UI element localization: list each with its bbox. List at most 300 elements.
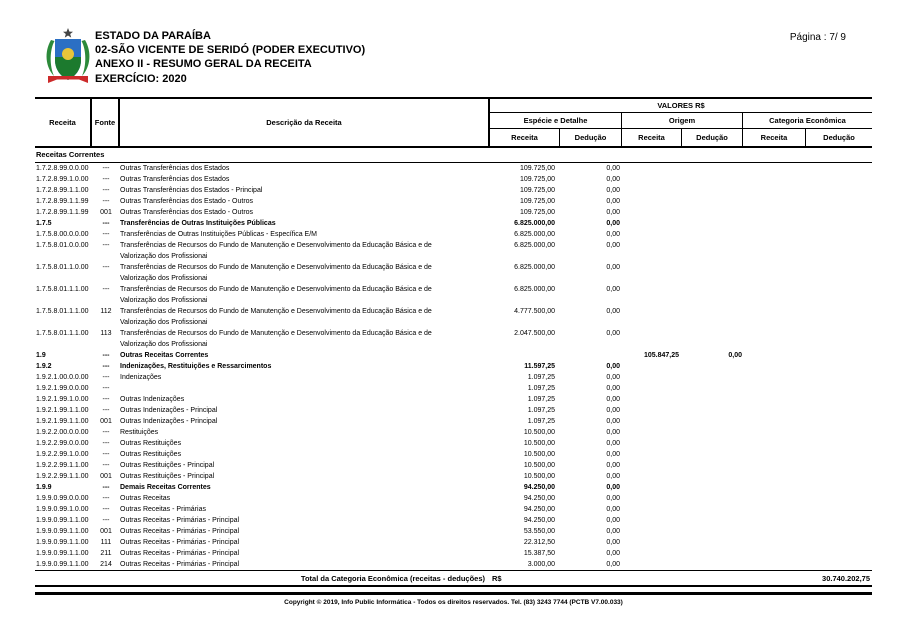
row-description-cell: Transferências de Recursos do Fundo de Manutenção e Desenvolvimento da Educação Básica e de Valorização dos Profissionai bbox=[120, 330, 432, 348]
row-categoria-receita-cell bbox=[743, 438, 806, 449]
row-categoria-deducao-cell bbox=[806, 196, 872, 207]
row-description-cell: Indenizações bbox=[120, 374, 162, 381]
row-origem-deducao-cell: 0,00 bbox=[728, 352, 742, 359]
row-especie-deducao-cell: 0,00 bbox=[606, 440, 620, 447]
row-categoria-deducao-cell bbox=[806, 394, 872, 405]
row-especie-receita-cell: 94.250,00 bbox=[523, 517, 555, 524]
subcol-categoria-receita: Receita bbox=[743, 129, 806, 146]
row-especie-deducao-cell: 0,00 bbox=[606, 363, 620, 370]
row-especie-deducao-cell: 0,00 bbox=[606, 220, 620, 227]
row-code-cell: 1.9.9 bbox=[36, 484, 52, 491]
row-code-cell: 1.7.5.8.00.0.0.00 bbox=[36, 231, 89, 238]
row-description-cell: Outras Transferências dos Estados bbox=[120, 165, 230, 172]
total-currency: R$ bbox=[492, 573, 502, 583]
row-description-cell: Demais Receitas Correntes bbox=[120, 484, 211, 491]
row-especie-receita-cell: 6.825.000,00 bbox=[514, 264, 555, 271]
row-categoria-deducao-cell bbox=[806, 383, 872, 394]
row-categoria-deducao-cell bbox=[806, 493, 872, 504]
row-code-cell: 1.9.2.2.99.1.1.00 bbox=[36, 473, 89, 480]
row-origem-deducao-cell bbox=[682, 240, 743, 262]
table-row bbox=[35, 416, 872, 427]
row-code-cell: 1.9.2.1.99.1.0.00 bbox=[36, 396, 89, 403]
row-origem-receita-cell bbox=[622, 405, 682, 416]
row-categoria-deducao-cell bbox=[806, 218, 872, 229]
row-categoria-deducao-cell bbox=[806, 185, 872, 196]
row-especie-receita-cell: 109.725,00 bbox=[519, 198, 555, 205]
row-especie-receita-cell: 109.725,00 bbox=[519, 165, 555, 172]
row-especie-receita-cell: 1.097,25 bbox=[527, 396, 555, 403]
row-categoria-deducao-cell bbox=[806, 548, 872, 559]
table-row bbox=[35, 174, 872, 185]
col-header-descricao: Descrição da Receita bbox=[120, 99, 490, 146]
row-categoria-receita-cell bbox=[743, 207, 806, 218]
row-fonte-cell: --- bbox=[102, 495, 110, 502]
row-origem-receita-cell bbox=[622, 163, 682, 174]
table-row bbox=[35, 350, 872, 361]
row-categoria-deducao-cell bbox=[806, 328, 872, 350]
group-categoria-economica: Categoria Econômica bbox=[769, 116, 846, 125]
row-categoria-receita-cell bbox=[743, 229, 806, 240]
row-origem-deducao-cell bbox=[682, 218, 743, 229]
row-categoria-deducao-cell bbox=[806, 438, 872, 449]
footer-rule bbox=[35, 592, 872, 595]
row-description-cell: Outras Restituições - Principal bbox=[120, 462, 215, 469]
row-description-cell: Transferências de Recursos do Fundo de Manutenção e Desenvolvimento da Educação Básica e de Valorização dos Profissionai bbox=[120, 264, 432, 282]
row-categoria-receita-cell bbox=[743, 548, 806, 559]
table-row bbox=[35, 185, 872, 196]
row-origem-receita-cell bbox=[622, 515, 682, 526]
valores-rs-label: VALORES R$ bbox=[490, 99, 872, 113]
table-row bbox=[35, 372, 872, 383]
row-origem-deducao-cell bbox=[682, 328, 743, 350]
row-categoria-deducao-cell bbox=[806, 471, 872, 482]
row-code-cell: 1.7.2.8.99.1.1.99 bbox=[36, 198, 89, 205]
row-categoria-receita-cell bbox=[743, 504, 806, 515]
row-description-cell: Transferências de Outras Instituições Públicas bbox=[120, 220, 276, 227]
row-code-cell: 1.9 bbox=[36, 352, 46, 359]
row-especie-receita-cell: 1.097,25 bbox=[527, 374, 555, 381]
org-title-block bbox=[95, 29, 365, 86]
row-categoria-deducao-cell bbox=[806, 229, 872, 240]
row-especie-deducao-cell: 0,00 bbox=[606, 451, 620, 458]
row-fonte-cell: --- bbox=[102, 264, 110, 271]
row-description-cell: Outras Receitas - Primárias bbox=[120, 506, 206, 513]
row-especie-deducao-cell: 0,00 bbox=[606, 242, 620, 249]
row-code-cell: 1.9.2.2.99.1.1.00 bbox=[36, 462, 89, 469]
row-especie-receita-cell: 10.500,00 bbox=[523, 473, 555, 480]
row-categoria-receita-cell bbox=[743, 306, 806, 328]
row-code-cell: 1.7.5.8.01.1.1.00 bbox=[36, 286, 89, 293]
subcol-especie-deducao: Dedução bbox=[560, 129, 622, 146]
group-origem: Origem bbox=[622, 113, 743, 128]
row-origem-deducao-cell bbox=[682, 207, 743, 218]
row-code-cell: 1.9.2.2.99.0.0.00 bbox=[36, 440, 89, 447]
row-fonte-cell: 111 bbox=[100, 539, 112, 546]
row-origem-deducao-cell bbox=[682, 559, 743, 570]
table-row bbox=[35, 559, 872, 570]
row-especie-receita-cell: 109.725,00 bbox=[519, 176, 555, 183]
row-origem-deducao-cell bbox=[682, 284, 743, 306]
row-categoria-receita-cell bbox=[743, 416, 806, 427]
row-description-cell: Outras Restituições bbox=[120, 451, 182, 458]
subcol-origem-deducao: Dedução bbox=[682, 129, 743, 146]
row-categoria-deducao-cell bbox=[806, 284, 872, 306]
table-row bbox=[35, 284, 872, 306]
col-header-fonte: Fonte bbox=[92, 99, 120, 146]
row-fonte-cell: --- bbox=[102, 407, 110, 414]
row-especie-deducao-cell: 0,00 bbox=[606, 264, 620, 271]
row-origem-receita-cell bbox=[622, 493, 682, 504]
row-especie-deducao-cell: 0,00 bbox=[606, 561, 620, 568]
row-categoria-receita-cell bbox=[743, 372, 806, 383]
row-description-cell: Outras Receitas - Primárias - Principal bbox=[120, 528, 240, 535]
org-line-entity: 02-SÃO VICENTE DE SERIDÓ (PODER EXECUTIVO) bbox=[95, 44, 366, 56]
row-categoria-receita-cell bbox=[743, 350, 806, 361]
table-header bbox=[35, 97, 872, 148]
row-description-cell: Transferências de Outras Instituições Públicas - Específica E/M bbox=[120, 231, 317, 238]
row-especie-receita-cell: 1.097,25 bbox=[527, 407, 555, 414]
table-row bbox=[35, 405, 872, 416]
row-especie-deducao-cell: 0,00 bbox=[606, 506, 620, 513]
row-code-cell: 1.7.5.8.01.0.0.00 bbox=[36, 242, 89, 249]
row-especie-deducao-cell: 0,00 bbox=[606, 165, 620, 172]
row-origem-receita-cell bbox=[622, 196, 682, 207]
row-especie-receita-cell: 4.777.500,00 bbox=[514, 308, 555, 315]
row-code-cell: 1.9.2.1.99.0.0.00 bbox=[36, 385, 89, 392]
row-especie-deducao-cell: 0,00 bbox=[606, 187, 620, 194]
row-code-cell: 1.7.2.8.99.0.0.00 bbox=[36, 165, 89, 172]
row-categoria-deducao-cell bbox=[806, 262, 872, 284]
row-description-cell: Outras Receitas - Primárias - Principal bbox=[120, 561, 240, 568]
row-code-cell: 1.9.2 bbox=[36, 363, 52, 370]
row-origem-deducao-cell bbox=[682, 229, 743, 240]
row-fonte-cell: 211 bbox=[100, 550, 112, 557]
row-fonte-cell: 001 bbox=[100, 209, 112, 216]
row-code-cell: 1.9.9.0.99.1.1.00 bbox=[36, 517, 89, 524]
row-description-cell bbox=[120, 383, 490, 394]
row-especie-deducao-cell: 0,00 bbox=[606, 198, 620, 205]
values-subgroup-row bbox=[490, 113, 872, 129]
row-especie-deducao-cell bbox=[560, 350, 622, 361]
row-fonte-cell: 001 bbox=[100, 418, 112, 425]
table-row bbox=[35, 240, 872, 262]
table-row bbox=[35, 427, 872, 438]
row-description-cell: Outras Indenizações - Principal bbox=[120, 407, 218, 414]
row-description-cell: Outras Restituições bbox=[120, 440, 182, 447]
report-title: ANEXO II - RESUMO GERAL DA RECEITA bbox=[95, 58, 312, 70]
table-row bbox=[35, 460, 872, 471]
row-code-cell: 1.7.2.8.99.1.1.00 bbox=[36, 187, 89, 194]
total-value: 30.740.202,75 bbox=[822, 573, 870, 583]
row-categoria-receita-cell bbox=[743, 163, 806, 174]
row-code-cell: 1.9.9.0.99.0.0.00 bbox=[36, 495, 89, 502]
row-origem-deducao-cell bbox=[682, 306, 743, 328]
row-especie-deducao-cell: 0,00 bbox=[606, 374, 620, 381]
row-origem-deducao-cell bbox=[682, 383, 743, 394]
row-categoria-deducao-cell bbox=[806, 537, 872, 548]
row-origem-receita-cell bbox=[622, 460, 682, 471]
row-origem-receita-cell bbox=[622, 559, 682, 570]
row-description-cell: Outras Transferências dos Estados - Principal bbox=[120, 187, 263, 194]
row-categoria-deducao-cell bbox=[806, 427, 872, 438]
subcol-origem-receita: Receita bbox=[622, 129, 682, 146]
row-code-cell: 1.7.5.8.01.1.0.00 bbox=[36, 264, 89, 271]
row-especie-receita-cell: 10.500,00 bbox=[523, 440, 555, 447]
row-fonte-cell: --- bbox=[102, 440, 110, 447]
col-header-receita: Receita bbox=[35, 99, 92, 146]
table-row bbox=[35, 218, 872, 229]
row-origem-deducao-cell bbox=[682, 482, 743, 493]
row-especie-deducao-cell: 0,00 bbox=[606, 429, 620, 436]
row-categoria-receita-cell bbox=[743, 460, 806, 471]
row-description-cell: Outras Transferências dos Estados bbox=[120, 176, 230, 183]
row-especie-receita-cell: 10.500,00 bbox=[523, 462, 555, 469]
row-especie-receita-cell: 2.047.500,00 bbox=[514, 330, 555, 337]
row-fonte-cell: --- bbox=[102, 220, 110, 227]
row-fonte-cell: --- bbox=[102, 198, 110, 205]
row-origem-receita-cell bbox=[622, 240, 682, 262]
table-row bbox=[35, 548, 872, 559]
row-description-cell: Outras Receitas - Primárias - Principal bbox=[120, 539, 240, 546]
row-categoria-deducao-cell bbox=[806, 372, 872, 383]
row-categoria-receita-cell bbox=[743, 537, 806, 548]
table-row bbox=[35, 196, 872, 207]
row-categoria-receita-cell bbox=[743, 471, 806, 482]
row-especie-deducao-cell: 0,00 bbox=[606, 462, 620, 469]
row-especie-deducao-cell: 0,00 bbox=[606, 473, 620, 480]
row-origem-deducao-cell bbox=[682, 515, 743, 526]
row-origem-deducao-cell bbox=[682, 185, 743, 196]
row-fonte-cell: --- bbox=[102, 462, 110, 469]
row-origem-deducao-cell bbox=[682, 394, 743, 405]
row-especie-receita-cell: 3.000,00 bbox=[527, 561, 555, 568]
row-description-cell: Indenizações, Restituições e Ressarcimentos bbox=[120, 363, 272, 370]
row-origem-receita-cell bbox=[622, 383, 682, 394]
table-row bbox=[35, 537, 872, 548]
row-categoria-deducao-cell bbox=[806, 350, 872, 361]
row-description-cell: Transferências de Recursos do Fundo de Manutenção e Desenvolvimento da Educação Básica e de Valorização dos Profissionai bbox=[120, 242, 432, 260]
row-description-cell: Outras Receitas - Primárias - Principal bbox=[120, 550, 240, 557]
row-code-cell: 1.7.5.8.01.1.1.00 bbox=[36, 308, 89, 315]
row-categoria-deducao-cell bbox=[806, 405, 872, 416]
row-especie-deducao-cell: 0,00 bbox=[606, 385, 620, 392]
row-categoria-receita-cell bbox=[743, 383, 806, 394]
row-categoria-receita-cell bbox=[743, 427, 806, 438]
row-fonte-cell: --- bbox=[102, 165, 110, 172]
table-row bbox=[35, 449, 872, 460]
table-row bbox=[35, 394, 872, 405]
row-especie-receita-cell: 53.550,00 bbox=[523, 528, 555, 535]
row-especie-receita-cell: 1.097,25 bbox=[527, 418, 555, 425]
row-origem-receita-cell bbox=[622, 372, 682, 383]
row-origem-receita-cell bbox=[622, 427, 682, 438]
row-origem-deducao-cell bbox=[682, 405, 743, 416]
values-subcolumn-row bbox=[490, 129, 872, 146]
row-especie-receita-cell: 1.097,25 bbox=[527, 385, 555, 392]
row-code-cell: 1.9.2.2.99.1.0.00 bbox=[36, 451, 89, 458]
table-row bbox=[35, 207, 872, 218]
table-body bbox=[35, 163, 872, 570]
row-especie-deducao-cell: 0,00 bbox=[606, 418, 620, 425]
row-categoria-receita-cell bbox=[743, 185, 806, 196]
row-fonte-cell: --- bbox=[102, 484, 110, 491]
row-categoria-deducao-cell bbox=[806, 449, 872, 460]
row-description-cell: Outras Receitas - Primárias - Principal bbox=[120, 517, 240, 524]
table-row bbox=[35, 515, 872, 526]
row-especie-receita-cell: 109.725,00 bbox=[519, 187, 555, 194]
row-origem-deducao-cell bbox=[682, 493, 743, 504]
row-code-cell: 1.7.5.8.01.1.1.00 bbox=[36, 330, 89, 337]
row-categoria-receita-cell bbox=[743, 361, 806, 372]
row-origem-receita-cell: 105.847,25 bbox=[643, 352, 679, 359]
row-fonte-cell: --- bbox=[102, 374, 110, 381]
row-origem-deducao-cell bbox=[682, 471, 743, 482]
total-label: Total da Categoria Econômica (receitas - deduções) bbox=[300, 573, 485, 583]
subcol-categoria-deducao: Dedução bbox=[823, 133, 855, 142]
row-description-cell: Outras Receitas bbox=[120, 495, 171, 502]
row-origem-receita-cell bbox=[622, 174, 682, 185]
row-code-cell: 1.7.2.8.99.1.0.00 bbox=[36, 176, 89, 183]
row-especie-receita-cell: 6.825.000,00 bbox=[514, 231, 555, 238]
row-especie-deducao-cell: 0,00 bbox=[606, 528, 620, 535]
row-fonte-cell: --- bbox=[102, 231, 110, 238]
row-origem-deducao-cell bbox=[682, 196, 743, 207]
row-origem-receita-cell bbox=[622, 306, 682, 328]
row-description-cell: Outras Transferências dos Estado - Outros bbox=[120, 198, 254, 205]
row-categoria-deducao-cell bbox=[806, 163, 872, 174]
row-fonte-cell: 112 bbox=[100, 308, 112, 315]
row-origem-receita-cell bbox=[622, 504, 682, 515]
row-categoria-receita-cell bbox=[743, 218, 806, 229]
row-categoria-deducao-cell bbox=[806, 306, 872, 328]
row-categoria-receita-cell bbox=[743, 482, 806, 493]
row-code-cell: 1.9.9.0.99.1.1.00 bbox=[36, 539, 89, 546]
table-row bbox=[35, 361, 872, 372]
row-especie-receita-cell: 94.250,00 bbox=[523, 495, 555, 502]
row-origem-receita-cell bbox=[622, 438, 682, 449]
row-especie-deducao-cell: 0,00 bbox=[606, 484, 620, 491]
row-description-cell: Outras Receitas Correntes bbox=[120, 352, 209, 359]
report-header bbox=[42, 27, 852, 91]
row-especie-receita-cell bbox=[490, 350, 560, 361]
row-fonte-cell: --- bbox=[102, 286, 110, 293]
row-origem-deducao-cell bbox=[682, 449, 743, 460]
row-fonte-cell: --- bbox=[102, 187, 110, 194]
row-origem-deducao-cell bbox=[682, 361, 743, 372]
row-origem-deducao-cell bbox=[682, 163, 743, 174]
table-row bbox=[35, 438, 872, 449]
row-especie-deducao-cell: 0,00 bbox=[606, 396, 620, 403]
group-especie-detalhe: Espécie e Detalhe bbox=[490, 113, 622, 128]
row-fonte-cell: --- bbox=[102, 363, 110, 370]
row-especie-receita-cell: 15.387,50 bbox=[523, 550, 555, 557]
row-especie-receita-cell: 10.500,00 bbox=[523, 429, 555, 436]
row-especie-deducao-cell: 0,00 bbox=[606, 495, 620, 502]
row-categoria-deducao-cell bbox=[806, 504, 872, 515]
row-fonte-cell: 001 bbox=[100, 473, 112, 480]
row-especie-receita-cell: 6.825.000,00 bbox=[514, 242, 555, 249]
row-origem-receita-cell bbox=[622, 537, 682, 548]
row-code-cell: 1.9.9.0.99.1.1.00 bbox=[36, 528, 89, 535]
row-origem-deducao-cell bbox=[682, 174, 743, 185]
row-origem-receita-cell bbox=[622, 284, 682, 306]
row-origem-receita-cell bbox=[622, 229, 682, 240]
table-row bbox=[35, 493, 872, 504]
row-especie-deducao-cell: 0,00 bbox=[606, 330, 620, 337]
row-especie-receita-cell: 6.825.000,00 bbox=[514, 286, 555, 293]
row-categoria-receita-cell bbox=[743, 262, 806, 284]
row-origem-receita-cell bbox=[622, 361, 682, 372]
row-description-cell: Restituições bbox=[120, 429, 159, 436]
row-categoria-receita-cell bbox=[743, 394, 806, 405]
row-especie-receita-cell: 109.725,00 bbox=[519, 209, 555, 216]
row-code-cell: 1.9.9.0.99.1.0.00 bbox=[36, 506, 89, 513]
row-especie-deducao-cell: 0,00 bbox=[606, 209, 620, 216]
row-categoria-receita-cell bbox=[743, 493, 806, 504]
row-description-cell: Outras Indenizações bbox=[120, 396, 185, 403]
row-fonte-cell: --- bbox=[102, 352, 110, 359]
table-row bbox=[35, 482, 872, 493]
row-fonte-cell: --- bbox=[102, 176, 110, 183]
page-number-label: Página : 7/ 9 bbox=[789, 32, 846, 43]
row-fonte-cell: 214 bbox=[100, 561, 112, 568]
copyright-line: Copyright © 2019, Info Public Informática - Todos os direitos reservados. Tel. (83) 3243 7744 (PCTB V7.00.033) bbox=[284, 599, 623, 606]
row-especie-deducao-cell: 0,00 bbox=[606, 550, 620, 557]
row-code-cell: 1.9.2.1.99.1.1.00 bbox=[36, 407, 89, 414]
row-categoria-deducao-cell bbox=[806, 240, 872, 262]
row-categoria-receita-cell bbox=[743, 449, 806, 460]
row-categoria-deducao-cell bbox=[806, 174, 872, 185]
row-fonte-cell: --- bbox=[102, 517, 110, 524]
row-origem-receita-cell bbox=[622, 416, 682, 427]
row-categoria-deducao-cell bbox=[806, 361, 872, 372]
row-origem-deducao-cell bbox=[682, 504, 743, 515]
row-categoria-deducao-cell bbox=[806, 559, 872, 570]
row-especie-receita-cell: 10.500,00 bbox=[523, 451, 555, 458]
table-row bbox=[35, 306, 872, 328]
row-fonte-cell: 113 bbox=[100, 330, 112, 337]
row-categoria-deducao-cell bbox=[806, 526, 872, 537]
row-categoria-receita-cell bbox=[743, 174, 806, 185]
row-origem-receita-cell bbox=[622, 394, 682, 405]
row-fonte-cell: --- bbox=[102, 506, 110, 513]
row-especie-deducao-cell: 0,00 bbox=[606, 407, 620, 414]
row-origem-receita-cell bbox=[622, 207, 682, 218]
row-fonte-cell: --- bbox=[102, 429, 110, 436]
row-origem-deducao-cell bbox=[682, 262, 743, 284]
row-code-cell: 1.7.2.8.99.1.1.99 bbox=[36, 209, 89, 216]
row-categoria-receita-cell bbox=[743, 240, 806, 262]
row-especie-deducao-cell: 0,00 bbox=[606, 176, 620, 183]
row-origem-receita-cell bbox=[622, 471, 682, 482]
row-origem-deducao-cell bbox=[682, 427, 743, 438]
row-origem-receita-cell bbox=[622, 526, 682, 537]
table-row bbox=[35, 163, 872, 174]
row-origem-receita-cell bbox=[622, 328, 682, 350]
table-row bbox=[35, 471, 872, 482]
row-origem-deducao-cell bbox=[682, 416, 743, 427]
row-categoria-receita-cell bbox=[743, 284, 806, 306]
row-origem-receita-cell bbox=[622, 262, 682, 284]
row-especie-deducao-cell: 0,00 bbox=[606, 308, 620, 315]
row-description-cell: Outras Indenizações - Principal bbox=[120, 418, 218, 425]
table-row bbox=[35, 383, 872, 394]
revenue-table bbox=[35, 97, 872, 606]
row-categoria-deducao-cell bbox=[806, 416, 872, 427]
row-categoria-receita-cell bbox=[743, 526, 806, 537]
row-code-cell: 1.9.2.1.99.1.1.00 bbox=[36, 418, 89, 425]
row-fonte-cell: 001 bbox=[100, 528, 112, 535]
